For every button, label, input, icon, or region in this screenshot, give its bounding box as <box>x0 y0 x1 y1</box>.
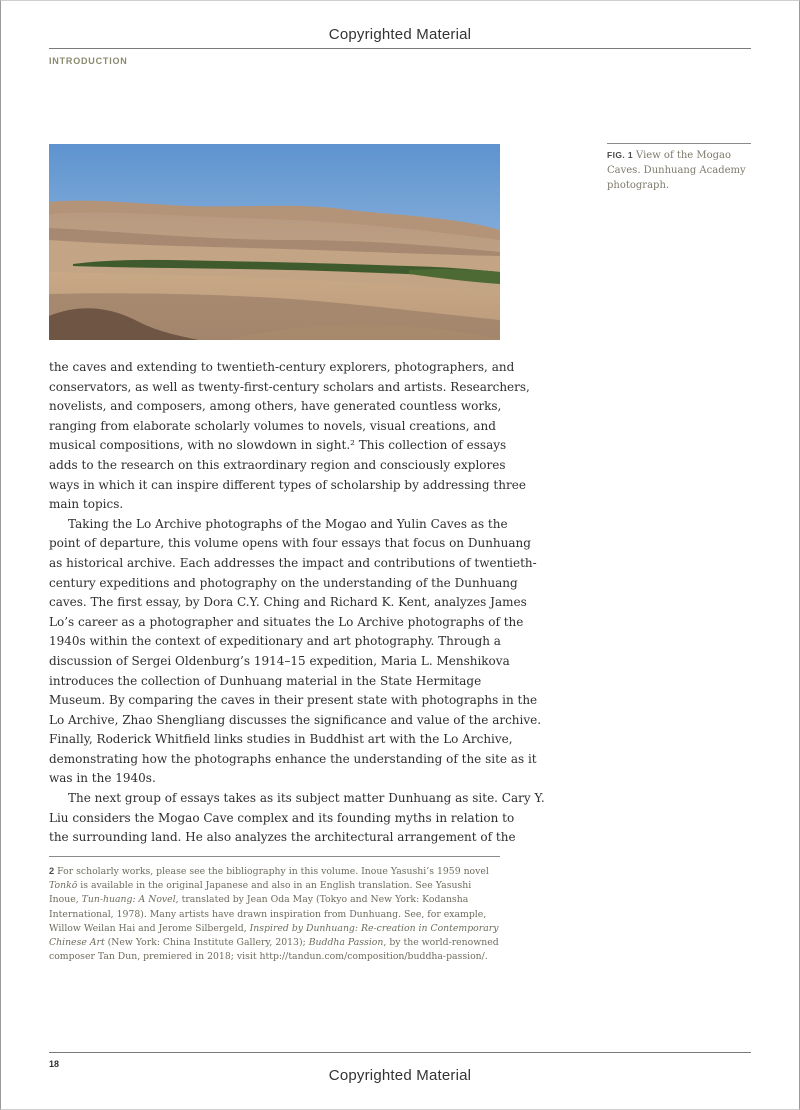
footnote-text: composer Tan Dun, premiered in 2018; visit http://tandun.com/composition/buddha-passion/. <box>49 951 488 963</box>
footnote-line <box>49 893 500 907</box>
footnote-number: 2 <box>49 866 55 876</box>
body-line: caves. The first essay, by Dora C.Y. Ching and Richard K. Kent, analyzes James <box>49 595 527 610</box>
section-label: INTRODUCTION <box>49 56 128 66</box>
footnote-line <box>49 936 500 950</box>
body-line: conservators, as well as twenty-first-century scholars and artists. Researchers, <box>49 379 530 394</box>
footnote-text: Inoue, <box>49 894 82 906</box>
footnote-line <box>49 908 500 922</box>
footnote-text: For scholarly works, please see the bibliography in this volume. Inoue Yasushi’s 1959 novel <box>57 866 489 877</box>
footer-rule <box>49 1052 751 1053</box>
body-line: musical compositions, with no slowdown in sight.² This collection of essays <box>49 438 507 453</box>
footnote-line <box>49 864 500 879</box>
footnote-line <box>49 950 500 964</box>
figure-image <box>49 144 500 340</box>
body-line: adds to the research on this extraordinary region and consciously explores <box>49 457 506 472</box>
body-line: demonstrating how the photographs enhance the understanding of the site as it <box>49 751 537 766</box>
copyright-watermark-top: Copyrighted Material <box>328 26 472 43</box>
body-line: introduces the collection of Dunhuang material in the State Hermitage <box>49 673 482 688</box>
footnote-title: Buddha Passion <box>308 937 384 949</box>
footnote-line <box>49 879 500 893</box>
body-line: ranging from elaborate scholarly volumes to novels, visual creations, and <box>49 418 496 433</box>
body-line: the surrounding land. He also analyzes the architectural arrangement of the <box>49 830 516 845</box>
body-line: Taking the Lo Archive photographs of the Mogao and Yulin Caves as the <box>68 516 508 531</box>
body-line: was in the 1940s. <box>49 771 156 786</box>
body-line: the caves and extending to twentieth-century explorers, photographers, and <box>49 360 515 374</box>
body-line: Finally, Roderick Whitfield links studies in Buddhist art with the Lo Archive, <box>49 732 513 747</box>
figure-label: FIG. 1 <box>607 150 634 160</box>
footnotes <box>49 864 500 964</box>
body-line: Lo Archive, Zhao Shengliang discusses the significance and value of the archive. <box>49 712 542 727</box>
body-line: point of departure, this volume opens with four essays that focus on Dunhuang <box>49 536 531 551</box>
copyright-watermark-bottom: Copyrighted Material <box>328 1067 472 1084</box>
footnote-title: Chinese Art <box>49 937 105 949</box>
mogao-caves-photo <box>49 144 500 340</box>
page-number: 18 <box>49 1059 60 1069</box>
footnote-text: , translated by Jean Oda May (Tokyo and New York: Kodansha <box>175 894 469 906</box>
footnote-line <box>49 922 500 936</box>
footnote-text: , by the world-renowned <box>383 937 499 949</box>
body-line: 1940s within the context of expeditionary and art photography. Through a <box>49 634 501 649</box>
footnote-text: (New York: China Institute Gallery, 2013); <box>104 937 309 949</box>
footnote-title: Inspired by Dunhuang: Re-creation in Contemporary <box>249 922 499 934</box>
caption-text: View of the Mogao Caves. Dunhuang Academy photograph. <box>607 150 746 191</box>
body-text <box>49 358 545 848</box>
footnote-text: is available in the original Japanese and also in an English translation. See Yasushi <box>77 880 472 892</box>
header-rule <box>49 48 751 49</box>
body-line: main topics. <box>49 497 124 512</box>
footnote-text: International, 1978). Many artists have drawn inspiration from Dunhuang. See, for example, <box>49 908 487 920</box>
body-line: as historical archive. Each addresses the impact and contributions of twentieth- <box>49 555 537 570</box>
footnote-rule <box>49 856 500 857</box>
body-line: The next group of essays takes as its subject matter Dunhuang as site. Cary Y. <box>68 791 545 806</box>
body-line: Museum. By comparing the caves in their present state with photographs in the <box>49 693 538 708</box>
figure-caption <box>607 143 751 193</box>
body-line: century expeditions and photography on the understanding of the Dunhuang <box>49 575 518 590</box>
body-line: novelists, and composers, among others, have generated countless works, <box>49 399 502 414</box>
body-line: ways in which it can inspire different types of scholarship by addressing three <box>49 477 526 492</box>
body-line: discussion of Sergei Oldenburg’s 1914–15 expedition, Maria L. Menshikova <box>49 653 510 668</box>
footnote-title: Tonkō <box>49 880 78 892</box>
footnote-text: Willow Weilan Hai and Jerome Silbergeld, <box>49 922 250 934</box>
body-line: Liu considers the Mogao Cave complex and its founding myths in relation to <box>49 810 515 825</box>
body-line: Lo’s career as a photographer and situates the Lo Archive photographs of the <box>49 614 524 629</box>
footnote-title: Tun-huang: A Novel <box>81 894 176 906</box>
